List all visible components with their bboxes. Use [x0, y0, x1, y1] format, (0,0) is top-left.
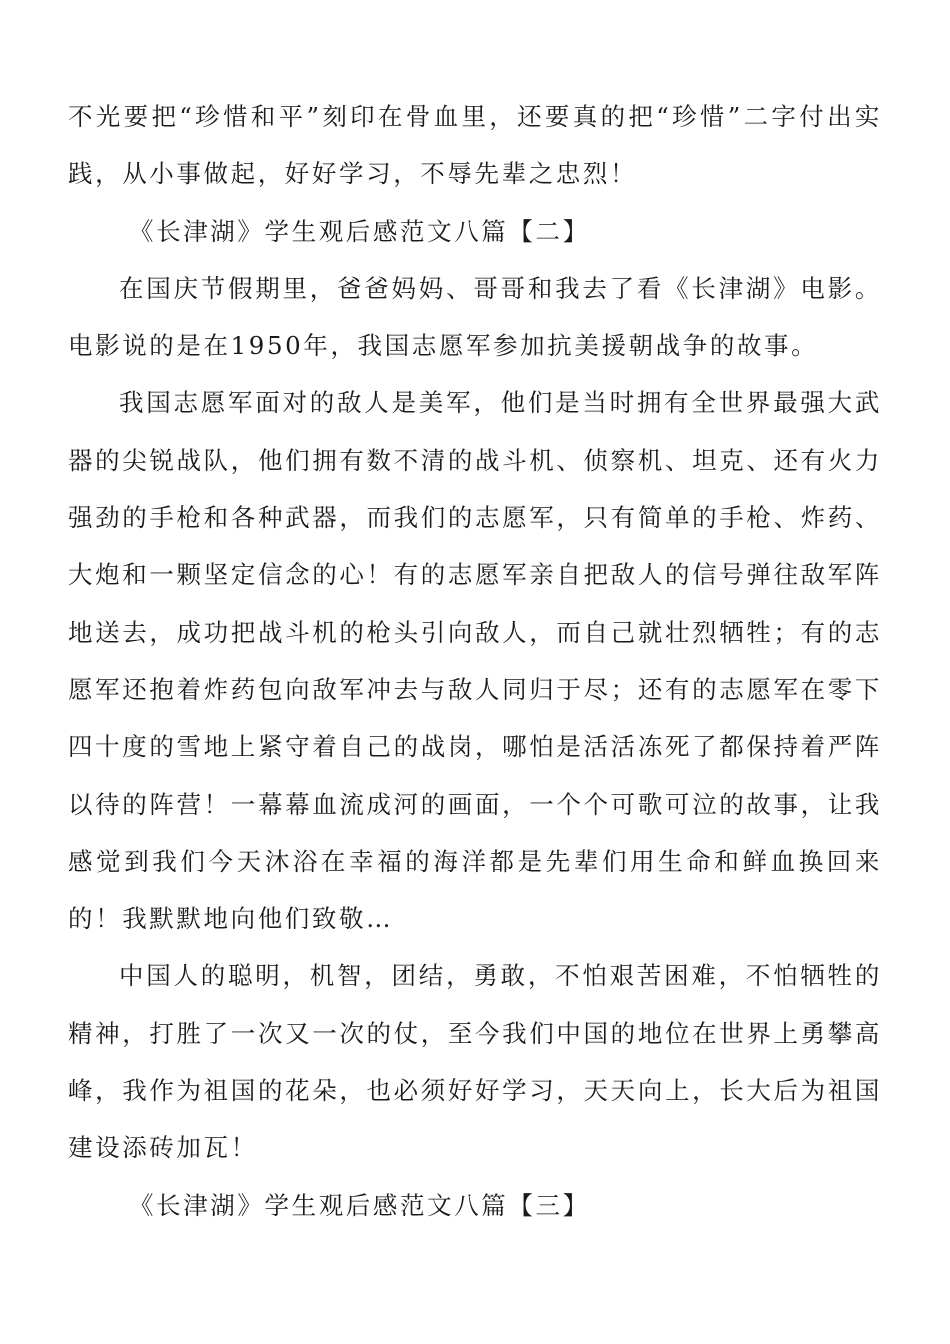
section-heading-three: 《长津湖》学生观后感范文八篇【三】 [129, 1190, 590, 1220]
document-body [68, 88, 882, 1234]
paragraph-chinese-spirit: 中国人的聪明，机智，团结，勇敢，不怕艰苦困难，不怕牺牲的精神，打胜了一次又一次的仗，至今我们中国的地位在世界上勇攀高峰，我作为祖国的花朵，也必须好好学习，天天向上，长大后为祖国建设添砖加瓦！ [68, 961, 882, 1163]
paragraph-national-day-movie: 在国庆节假期里，爸爸妈妈、哥哥和我去了看《长津湖》电影。电影说的是在1950年，我国志愿军参加抗美援朝战争的故事。 [68, 273, 882, 361]
paragraph-volunteer-army: 我国志愿军面对的敌人是美军，他们是当时拥有全世界最强大武器的尖锐战队，他们拥有数不清的战斗机、侦察机、坦克、还有火力强劲的手枪和各种武器，而我们的志愿军，只有简单的手枪、炸药、大炮和一颗坚定信念的心！有的志愿军亲自把敌人的信号弹往敌军阵地送去，成功把战斗机的枪头引向敌人，而自己就壮烈牺牲；有的志愿军还抱着炸药包向敌军冲去与敌人同归于尽；还有的志愿军在零下四十度的雪地上紧守着自己的战岗，哪怕是活活冻死了都保持着严阵以待的阵营！一幕幕血流成河的画面，一个个可歌可泣的故事，让我感觉到我们今天沐浴在幸福的海洋都是先辈们用生命和鲜血换回来的！我默默地向他们致敬… [68, 388, 882, 934]
section-heading-two: 《长津湖》学生观后感范文八篇【二】 [129, 216, 590, 246]
paragraph-closing-part-one: 不光要把“珍惜和平”刻印在骨血里，还要真的把“珍惜”二字付出实践，从小事做起，好好学习，不辱先辈之忠烈！ [68, 102, 882, 189]
